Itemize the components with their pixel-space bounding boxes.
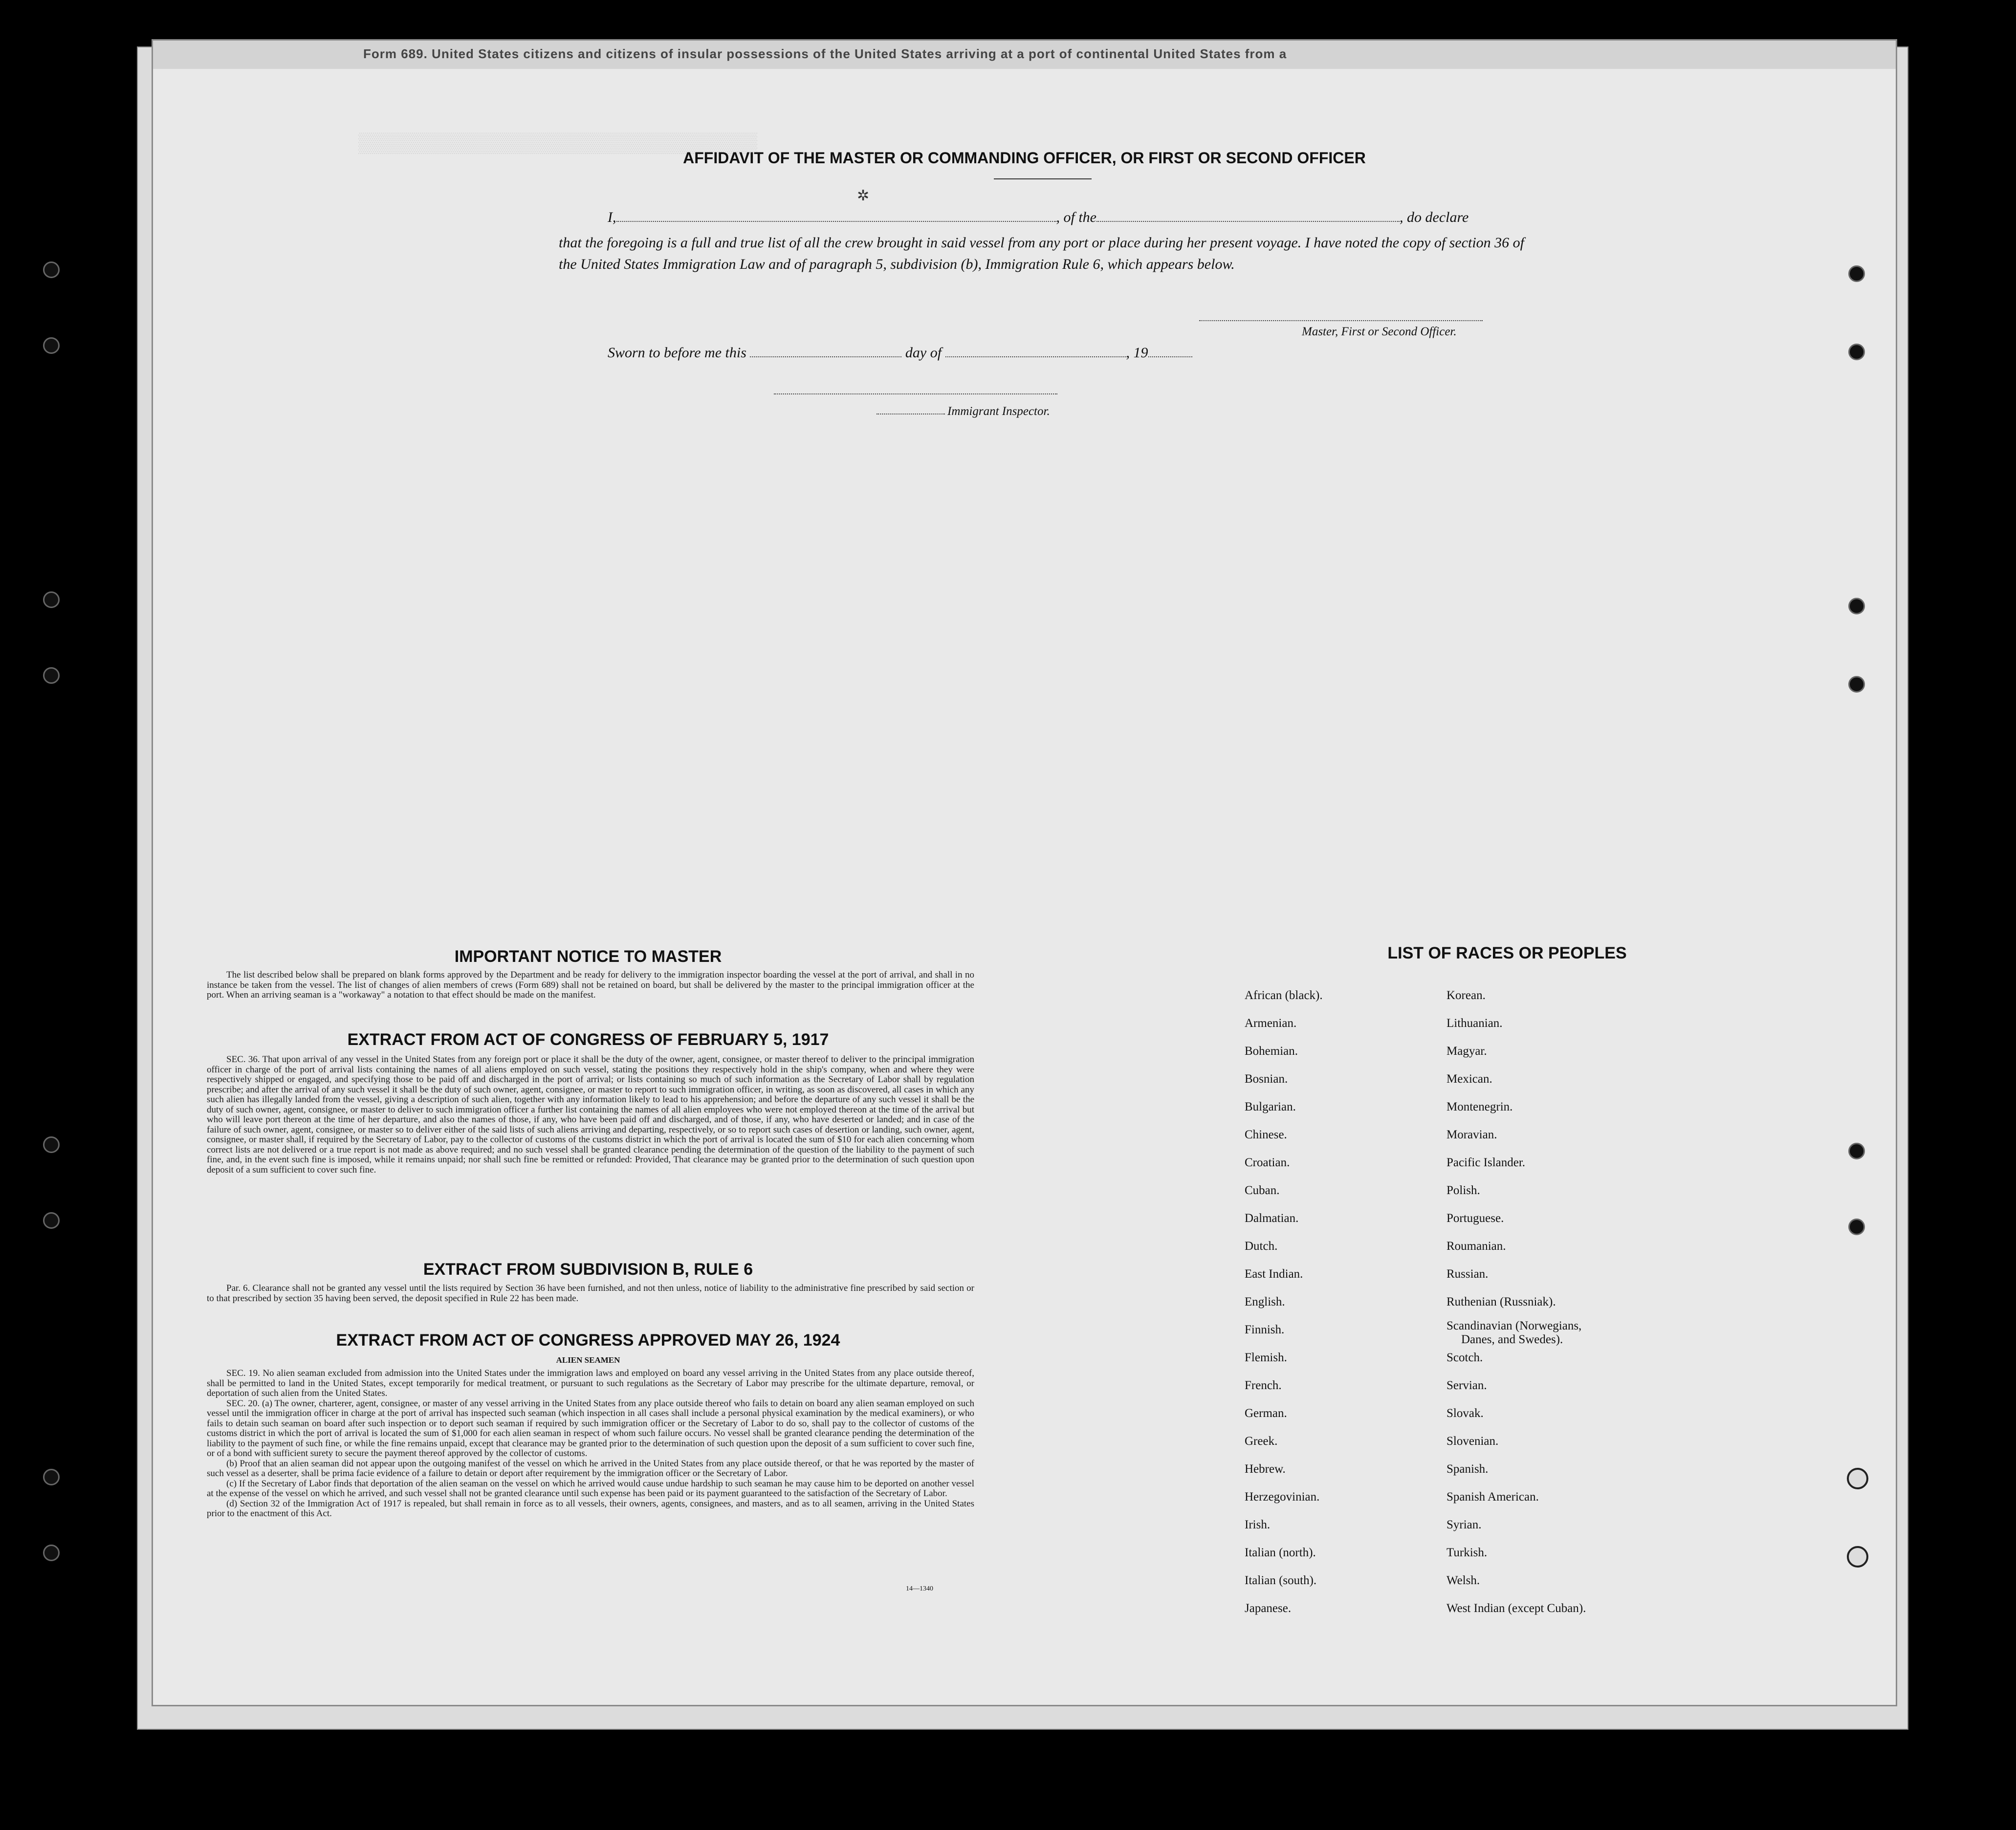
- race-right: Ruthenian (Russniak).: [1446, 1295, 1556, 1308]
- title-rule: [994, 178, 1092, 179]
- race-left: English.: [1245, 1295, 1285, 1308]
- stamp-mark: ✲: [857, 188, 870, 204]
- form-number: 14—1340: [906, 1585, 933, 1592]
- binder-hole: [43, 1136, 60, 1153]
- race-right: Slovak.: [1446, 1407, 1484, 1420]
- extract1-title: EXTRACT FROM ACT OF CONGRESS OF FEBRUARY 5, 1917: [347, 1030, 829, 1049]
- race-right: Russian.: [1446, 1267, 1489, 1281]
- race-right: Turkish.: [1446, 1546, 1488, 1559]
- binder-hole: [1848, 265, 1865, 282]
- race-left: Herzegovinian.: [1245, 1490, 1320, 1503]
- race-left: Italian (south).: [1245, 1574, 1317, 1587]
- binder-hole: [1847, 1546, 1868, 1568]
- binder-hole: [1848, 1219, 1865, 1235]
- race-right: Slovenian.: [1446, 1435, 1499, 1448]
- inspector-signature-field[interactable]: [774, 393, 1057, 394]
- sworn-line: [608, 345, 1192, 361]
- race-right: Spanish American.: [1446, 1490, 1539, 1503]
- race-right: Welsh.: [1446, 1574, 1480, 1587]
- binder-hole: [43, 261, 60, 278]
- sworn-month-field[interactable]: [945, 356, 1126, 357]
- races-title: LIST OF RACES OR PEOPLES: [1387, 944, 1627, 962]
- vessel-name-field[interactable]: [1096, 221, 1400, 222]
- race-right: Scandinavian (Norwegians,: [1446, 1319, 1582, 1332]
- race-right: Polish.: [1446, 1184, 1480, 1197]
- notice-text: The list described below shall be prepared on blank forms approved by the Department and be ready for delivery to the immigration inspector boarding the vessel at the port of arrival, and shall in no instance be taken from the vessel. The list of changes of alien members of crews (Form 689) shall not be retained on board, but shall be delivered by the master to the principal immigration officer at the port. When an arriving seaman is a "workaway" a notation to that effect should be made on the manifest.: [207, 970, 974, 1000]
- race-right: Scotch.: [1446, 1351, 1483, 1364]
- binder-hole: [43, 337, 60, 354]
- race-left: Finnish.: [1245, 1323, 1285, 1336]
- race-right: Korean.: [1446, 989, 1486, 1002]
- race-left: Armenian.: [1245, 1017, 1297, 1030]
- binder-hole: [43, 1469, 60, 1485]
- race-right: Servian.: [1446, 1379, 1487, 1392]
- binder-hole: [43, 1212, 60, 1229]
- sworn-day-field[interactable]: [750, 356, 901, 357]
- race-left: Irish.: [1245, 1518, 1271, 1531]
- binder-hole: [1848, 598, 1865, 614]
- affidavit-line1: [608, 209, 1468, 226]
- race-right: Syrian.: [1446, 1518, 1482, 1531]
- binder-hole: [1848, 344, 1865, 360]
- extract3-subtitle: ALIEN SEAMEN: [556, 1355, 620, 1365]
- binder-hole: [43, 667, 60, 684]
- declare-label: , do declare: [1400, 209, 1469, 225]
- extract3-title: EXTRACT FROM ACT OF CONGRESS APPROVED MAY 26, 1924: [336, 1331, 840, 1350]
- race-right: Mexican.: [1446, 1072, 1492, 1086]
- signature-field[interactable]: [1199, 320, 1483, 321]
- race-right: Montenegrin.: [1446, 1100, 1513, 1113]
- race-left: French.: [1245, 1379, 1282, 1392]
- day-of-label: day of: [905, 345, 942, 361]
- race-left: Bulgarian.: [1245, 1100, 1296, 1113]
- race-right: Moravian.: [1446, 1128, 1497, 1141]
- top-strip: [153, 41, 1896, 69]
- race-left: Dalmatian.: [1245, 1212, 1299, 1225]
- affidavit-body: that the foregoing is a full and true list of all the crew brought in said vessel from any port or place during her present voyage. I have noted the copy of section 36 of the United States Immigration Law and of paragraph 5, subdivision (b), Immigration Rule 6, which appears below.: [559, 235, 1524, 272]
- race-right: West Indian (except Cuban).: [1446, 1602, 1586, 1615]
- affidavit-title: AFFIDAVIT OF THE MASTER OR COMMANDING OFFICER, OR FIRST OR SECOND OFFICER: [683, 149, 1366, 167]
- race-right: Portuguese.: [1446, 1212, 1504, 1225]
- extract1-text: SEC. 36. That upon arrival of any vessel in the United States from any foreign port or place it shall be the duty of the owner, agent, consignee, or master thereof to deliver to the principal immigration officer in charge of the port of arrival lists containing the names of all aliens employed on such vessel, stating the positions they respectively hold in the ship's company, when and where they were respectively shipped or engaged, and specifying those to be paid off and discharged in the port of arrival; or lists containing so much of such information as the Secretary of Labor shall by regulation prescribe; and after the arrival of any such vessel it shall be the duty of such owner, agent, consignee, or master to report to such immigration officer, in writing, as soon as discovered, all cases in which any such alien has illegally landed from the vessel, giving a description of such alien, together with any information likely to lead to his apprehension; and before the departure of any such vessel it shall be the duty of such owner, agent, consignee, or master to deliver to such immigration officer a further list containing the names of all alien employees who were not employed thereon at the time of the arrival but who will leave port thereon at the time of her departure, and also the names of those, if any, who have been paid off and discharged, and of those, if any, who have deserted or landed; and in case of the failure of such owner, agent, consignee, or master so to deliver either of the said lists of such aliens arriving and departing, respectively, or so to report such cases of desertion or landing, such owner, agent, consignee, or master shall, if required by the Secretary of Labor, pay to the collector of customs of the customs district in which the port of arrival is located the sum of $10 for each alien concerning whom correct lists are not delivered or a true report is not made as above required; and no such vessel shall be granted clearance pending the determination of the question of the liability to the payment of such fine, and, in the event such fine is imposed, while it remains unpaid; nor shall such fine be remitted or refunded: Provided, That clearance may be granted prior to the determination of such question upon deposit of a sum sufficient to cover such fine.: [207, 1054, 974, 1175]
- race-left: Chinese.: [1245, 1128, 1287, 1141]
- year-label: , 19: [1126, 345, 1148, 361]
- race-left: Flemish.: [1245, 1351, 1287, 1364]
- race-left: Bosnian.: [1245, 1072, 1288, 1086]
- race-left: African (black).: [1245, 989, 1323, 1002]
- declarant-label: I,: [608, 209, 616, 225]
- vessel-label: , of the: [1056, 209, 1096, 225]
- race-left: Bohemian.: [1245, 1045, 1298, 1058]
- race-right: Magyar.: [1446, 1045, 1487, 1058]
- sworn-year-field[interactable]: [1148, 356, 1192, 357]
- notice-title: IMPORTANT NOTICE TO MASTER: [454, 947, 722, 966]
- extract2-text: Par. 6. Clearance shall not be granted any vessel until the lists required by Section 36 have been furnished, and not then unless, notice of liability to the administrative fine prescribed by said section or to that prescribed by section 35 having been served, the deposit specified in Rule 22 has been made.: [207, 1283, 974, 1304]
- form-page: [152, 39, 1897, 1706]
- race-right: Lithuanian.: [1446, 1017, 1503, 1030]
- race-right: Danes, and Swedes).: [1461, 1333, 1563, 1346]
- extract3-text: SEC. 19. No alien seaman excluded from admission into the United States under the immigration laws and employed on board any vessel arriving in the United States from any place outside thereof, shall be permitted to land in the United States, except temporarily for medical treatment, or pursuant to such regulations as the Secretary of Labor may prescribe for the ultimate departure, removal, or deportation of such alien from the United States. SEC. 20. (a) The owner, charterer, agent, consignee, or master of any vessel arriving in the United States from any place outside thereof who fails to detain on board any alien seaman employed on such vessel until the immigration officer in charge at the port of arrival has inspected such seaman (which inspection in all cases shall include a personal physical examination by the medical examiners), or who fails to detain such seaman on board after such inspection or to deport such seaman if required by such immigration officer or the Secretary of Labor to do so, shall pay to the collector of customs of the customs district in which the port of arrival is located the sum of $1,000 for each alien seaman in respect of whom such failure occurs. No vessel shall be granted clearance pending the determination of the liability to the payment of such fine, or while the fine remains unpaid, except that clearance may be granted prior to the determination of such question upon the deposit of a sum sufficient to cover such fine, or of a bond with sufficient surety to secure the payment thereof approved by the collector of customs. (b) Proof that an alien seaman did not appear upon the outgoing manifest of the vessel on which he arrived in the United States from any place outside thereof, or that he was reported by the master of such vessel as a deserter, shall be prima facie evidence of a failure to detain or deport after requirement by the immigration officer or the Secretary of Labor. (c) If the Secretary of Labor finds that deportation of the alien seaman on the vessel on which he arrived would cause undue hardship to such seaman he may cause him to be deported on another vessel at the expense of the vessel on which he arrived, and such vessel shall not be granted clearance until such expense has been paid or its payment guaranteed to the satisfaction of the Secretary of Labor. (d) Section 32 of the Immigration Act of 1917 is repealed, but shall remain in force as to all vessels, their owners, agents, consignees, and masters, and as to all seamen, arriving in the United States prior to the enactment of this Act.: [207, 1368, 974, 1519]
- race-left: Croatian.: [1245, 1156, 1290, 1169]
- signature-label: Master, First or Second Officer.: [1302, 325, 1457, 338]
- race-right: Spanish.: [1446, 1462, 1489, 1476]
- race-left: Japanese.: [1245, 1602, 1292, 1615]
- race-left: Italian (north).: [1245, 1546, 1316, 1559]
- binder-hole: [1847, 1468, 1868, 1489]
- race-right: Pacific Islander.: [1446, 1156, 1526, 1169]
- race-left: East Indian.: [1245, 1267, 1303, 1281]
- race-left: German.: [1245, 1407, 1287, 1420]
- bleed-through: ▒▒▒▒▒▒▒▒▒▒▒▒▒▒▒▒▒▒▒▒▒▒▒▒▒▒▒▒▒▒▒▒▒▒: [358, 133, 758, 155]
- race-left: Hebrew.: [1245, 1462, 1286, 1476]
- binder-hole: [1848, 1143, 1865, 1159]
- race-left: Cuban.: [1245, 1184, 1280, 1197]
- binder-hole: [1848, 676, 1865, 693]
- race-left: Greek.: [1245, 1435, 1278, 1448]
- declarant-name-field[interactable]: [616, 221, 1056, 222]
- race-left: Dutch.: [1245, 1240, 1278, 1253]
- binder-hole: [43, 1545, 60, 1561]
- race-right: Roumanian.: [1446, 1240, 1506, 1253]
- binder-hole: [43, 591, 60, 608]
- sworn-label: Sworn to before me this: [608, 345, 746, 361]
- top-strip-text: Form 689. United States citizens and citizens of insular possessions of the United States arriving at a port of continental United States from a: [363, 46, 1287, 61]
- extract2-title: EXTRACT FROM SUBDIVISION B, RULE 6: [423, 1260, 753, 1279]
- inspector-label: Immigrant Inspector.: [947, 405, 1050, 418]
